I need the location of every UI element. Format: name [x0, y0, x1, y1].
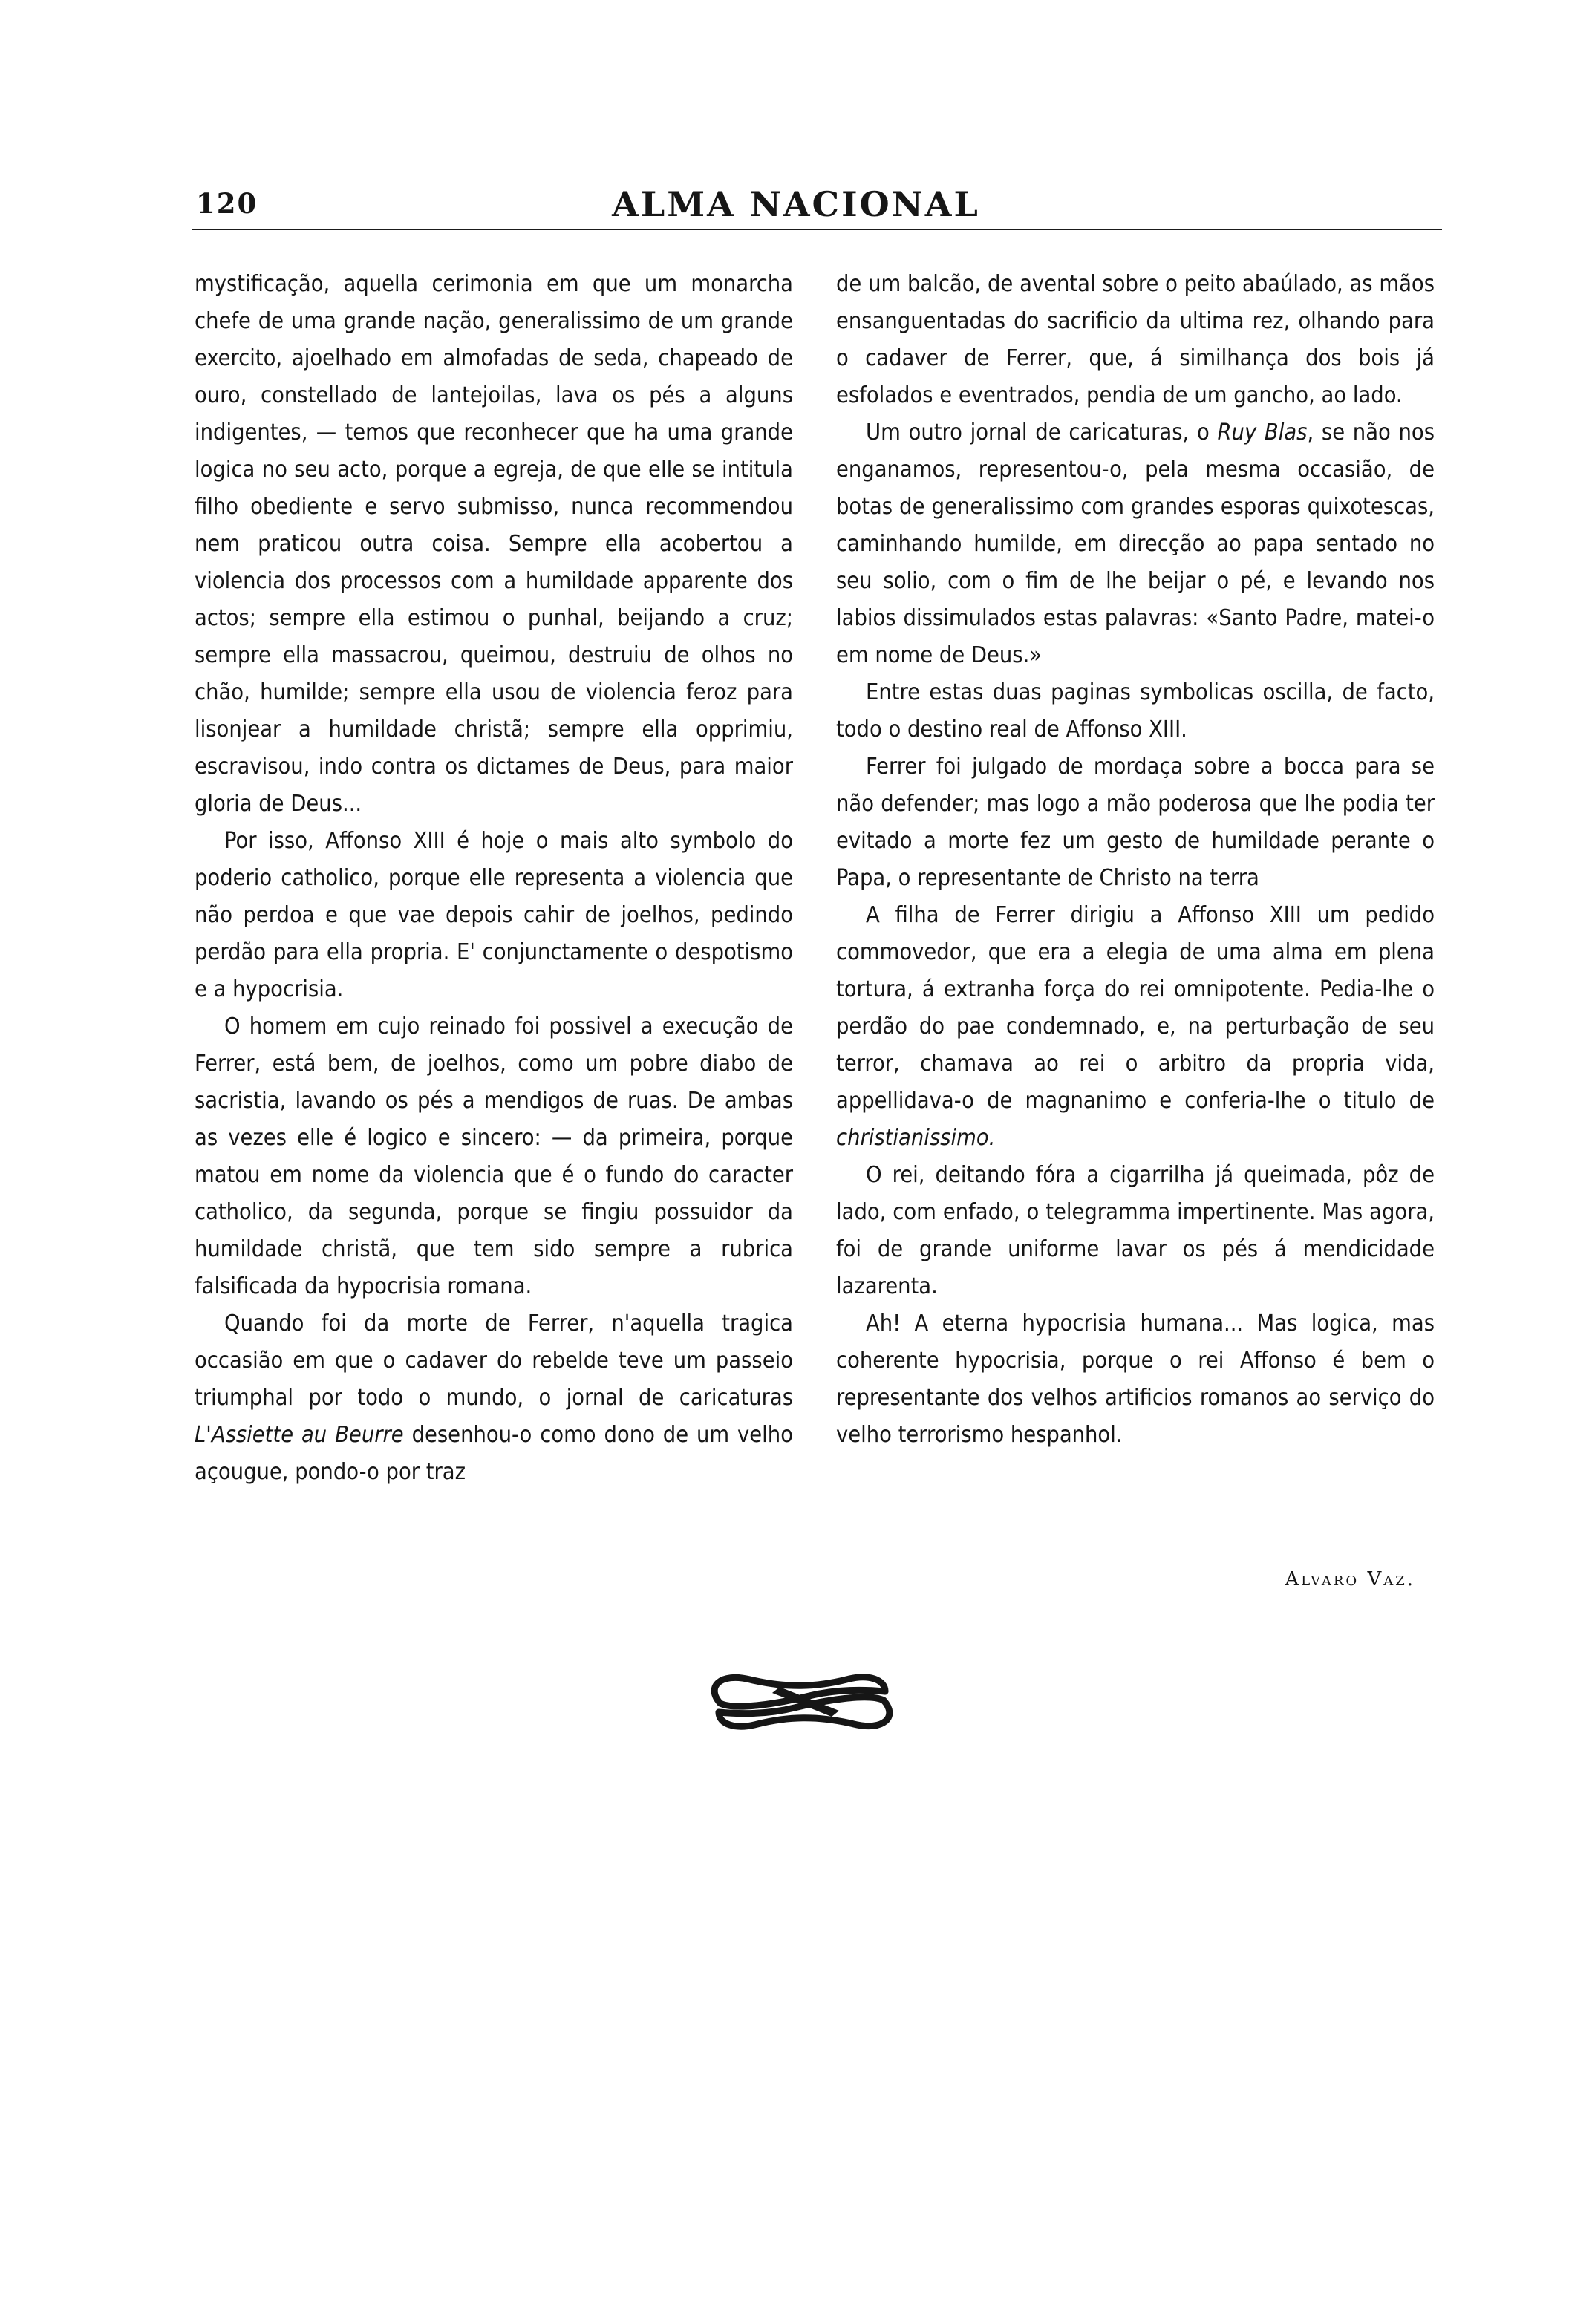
text-run: Um outro jornal de caricaturas, o: [866, 420, 1218, 445]
journal-title: Ruy Blas: [1217, 420, 1308, 445]
journal-title: L'Assiette au Beurre: [195, 1422, 404, 1448]
article-column-right: [836, 266, 1435, 1454]
emphasis: christianissimo.: [836, 1125, 996, 1151]
text-run: , se não nos enganamos, representou-o, pela mesma occasião, de botas de generalissimo com grandes esporas quixotescas, caminhando humilde, em direcção ao papa sentado no seu solio, com o fim de lhe beijar o pé, e levando nos labios dissimulados estas palavras: «Santo Padre, matei-o em nome de Deus.»: [836, 420, 1435, 668]
text-run: Quando foi da morte de Ferrer, n'aquella tragica occasião em que o cadaver do rebelde teve um passeio triumphal por todo o mundo, o jornal de caricaturas: [195, 1310, 793, 1411]
paragraph: O rei, deitando fóra a cigarrilha já queimada, pôz de lado, com enfado, o telegramma impertinente. Mas agora, foi de grande uniforme lavar os pés á mendicidade lazarenta.: [836, 1162, 1435, 1299]
article-column-left: [195, 266, 793, 1491]
paragraph: Ferrer foi julgado de mordaça sobre a bocca para se não defender; mas logo a mão poderosa que lhe podia ter evitado a morte fez um gesto de humildade perante o Papa, o representante de Christo na terra: [836, 754, 1435, 891]
paragraph: Por isso, Affonso XIII é hoje o mais alto symbolo do poderio catholico, porque elle representa a violencia que não perdoa e que vae depois cahir de joelhos, pedindo perdão para ella propria. E' conjunctamente o despotismo e a hypocrisia.: [195, 828, 793, 1002]
paragraph: Ah! A eterna hypocrisia humana... Mas logica, mas coherente hypocrisia, porque o rei Affonso é bem o representante dos velhos artificios romanos ao serviço do velho terrorismo hespanhol.: [836, 1310, 1435, 1448]
header-rule: [192, 229, 1442, 230]
running-title: ALMA NACIONAL: [612, 184, 980, 224]
paragraph: O homem em cujo reinado foi possivel a execução de Ferrer, está bem, de joelhos, como um pobre diabo de sacristia, lavando os pés a mendigos de ruas. De ambas as vezes elle é logico e sincero: — da primeira, porque matou em nome da violencia que é o fundo do caracter catholico, da segunda, porque se fingiu possuidor da humildade christã, que tem sido sempre a rubrica falsificada da hypocrisia romana.: [195, 1014, 793, 1299]
author-signature: Alvaro Vaz.: [1285, 1568, 1415, 1590]
paragraph: mystificação, aquella cerimonia em que um monarcha chefe de uma grande nação, generalissimo de um grande exercito, ajoelhado em almofadas de seda, chapeado de ouro, constellado de lantejoilas, lava os pés a alguns indigentes, — temos que reconhecer que ha uma grande logica no seu acto, porque a egreja, de que elle se intitula filho obediente e servo submisso, nunca recommendou nem praticou outra coisa. Sempre ella acobertou a violencia dos processos com a humildade apparente dos actos; sempre ella estimou o punhal, beijando a cruz; sempre ella massacrou, queimou, destruiu de olhos no chão, humilde; sempre ella usou de violencia feroz para lisonjear a humildade christã; sempre ella opprimiu, escravisou, indo contra os dictames de Deus, para maior gloria de Deus...: [195, 271, 793, 817]
paragraph: [836, 897, 1435, 1157]
paragraph: [836, 414, 1435, 674]
paragraph: Entre estas duas paginas symbolicas oscilla, de facto, todo o destino real de Affonso XIII.: [836, 679, 1435, 742]
scroll-flourish-icon: [691, 1657, 913, 1746]
paragraph: [195, 1305, 793, 1491]
paragraph: de um balcão, de avental sobre o peito abaúlado, as mãos ensanguentadas do sacrificio da ultima rez, olhando para o cadaver de Ferrer, que, á similhança dos bois já esfolados e eventrados, pendia de um gancho, ao lado.: [836, 271, 1435, 408]
text-run: A filha de Ferrer dirigiu a Affonso XIII um pedido commovedor, que era a elegia de uma alma em plena tortura, á extranha força do rei omnipotente. Pedia-lhe o perdão do pae condemnado, e, na perturbação de seu terror, chamava ao rei o arbitro da propria vida, appellidava-o de magnanimo e conferia-lhe o titulo de: [836, 902, 1435, 1114]
text-run: desenhou-o como dono de um velho açougue, pondo-o por traz: [195, 1422, 793, 1485]
page-number: 120: [196, 187, 258, 220]
